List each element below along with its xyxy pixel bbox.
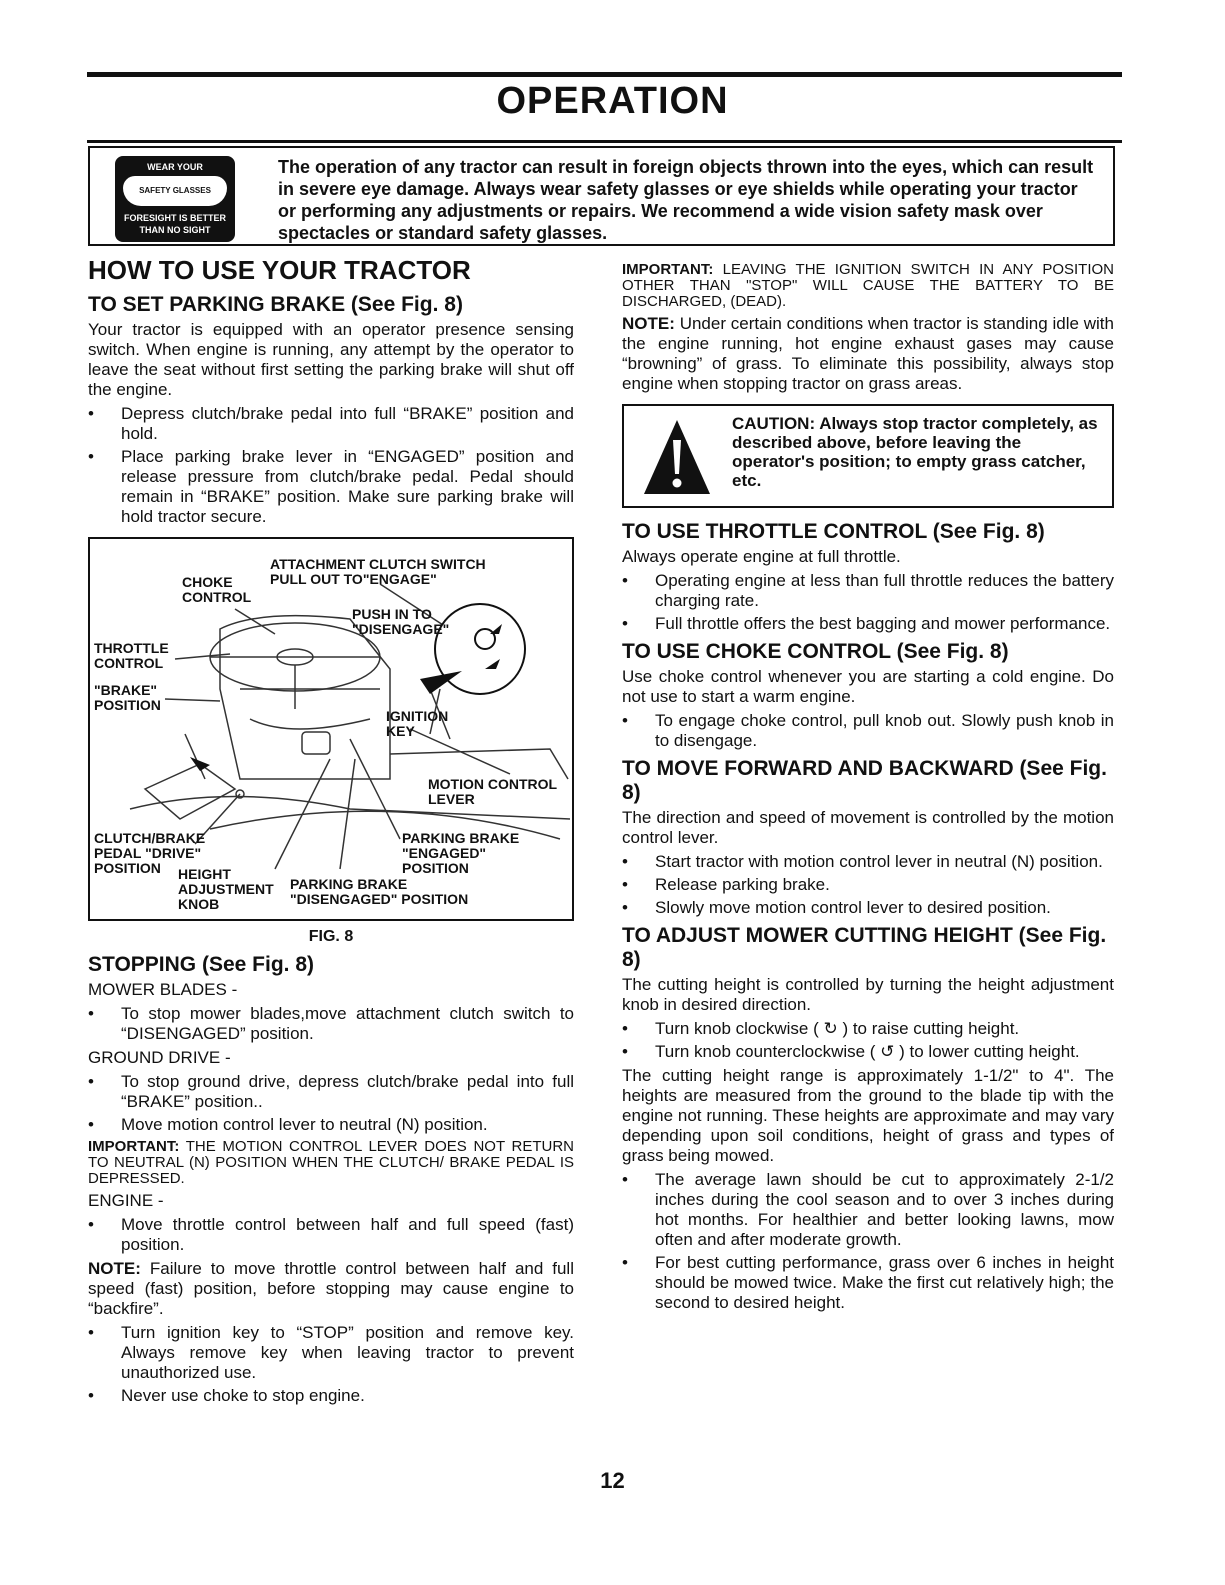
label-attachment-switch: ATTACHMENT CLUTCH SWITCH PULL OUT TO"ENGAGE" — [270, 556, 486, 587]
left-column — [88, 255, 574, 1410]
note-label: NOTE: — [622, 314, 675, 333]
move-title: TO MOVE FORWARD AND BACKWARD (See Fig. 8) — [622, 757, 1107, 804]
label-parking-disengaged: PARKING BRAKE "DISENGAGED" POSITION — [290, 876, 469, 907]
height-title: TO ADJUST MOWER CUTTING HEIGHT (See Fig. 8) — [622, 924, 1107, 971]
caution-box — [622, 404, 1114, 508]
label-ignition-key: IGNITION KEY — [386, 708, 449, 739]
list-item: • Move throttle control between half and full speed (fast) position. — [88, 1215, 574, 1255]
label-throttle: THROTTLE CONTROL — [94, 640, 169, 671]
icon-text-foresight-2: THAN NO SIGHT — [139, 225, 211, 235]
list-item: • To engage choke control, pull knob out. Slowly push knob in to disengage. — [622, 711, 1114, 751]
page-title: OPERATION — [496, 80, 729, 122]
choke-body: Use choke control whenever you are starting a cold engine. Do not use to start a warm engine. — [622, 667, 1114, 706]
important-note — [88, 1139, 574, 1187]
throttle-title: TO USE THROTTLE CONTROL (See Fig. 8) — [622, 520, 1045, 543]
note-text: Under certain conditions when tractor is standing idle with the engine running, hot engine exhaust gases may cause “browning” of grass. To eliminate this possibility, always stop engine when stopping tractor on grass areas. — [622, 314, 1114, 393]
mower-blades-label: MOWER BLADES - — [88, 980, 238, 999]
parking-brake-title: TO SET PARKING BRAKE (See Fig. 8) — [88, 293, 463, 316]
figure-caption: FIG. 8 — [308, 928, 354, 945]
list-item: • Release parking brake. — [622, 875, 1114, 895]
height-tips-list — [622, 1170, 1114, 1313]
engine-list — [88, 1215, 574, 1255]
ground-drive-label: GROUND DRIVE - — [88, 1048, 231, 1067]
title-rule — [87, 140, 1122, 143]
label-choke: CHOKE CONTROL — [182, 574, 252, 605]
choke-title: TO USE CHOKE CONTROL (See Fig. 8) — [622, 640, 1009, 663]
final-list — [88, 1323, 574, 1406]
eye-safety-warning — [88, 146, 1115, 246]
list-item: • Slowly move motion control lever to desired position. — [622, 898, 1114, 918]
list-item: • Never use choke to stop engine. — [88, 1386, 574, 1406]
safety-glasses-icon — [115, 156, 235, 242]
height-range-body: The cutting height range is approximately 1-1/2" to 4". The heights are measured from the ground to the blade tip with the engine not running. These heights are approximate and may vary depending upon soil conditions, height of grass and types of grass being mowed. — [622, 1066, 1114, 1165]
note-label: NOTE: — [88, 1259, 141, 1278]
choke-list — [622, 711, 1114, 751]
right-column — [622, 262, 1114, 1317]
top-rule — [87, 72, 1122, 77]
important-label: IMPORTANT: — [88, 1138, 180, 1155]
list-item: • Operating engine at less than full throttle reduces the battery charging rate. — [622, 571, 1114, 611]
icon-text-glasses: SAFETY GLASSES — [139, 186, 211, 195]
label-height-knob: HEIGHT ADJUSTMENT KNOB — [178, 866, 274, 912]
list-item: • To stop mower blades,move attachment clutch switch to “DISENGAGED” position. — [88, 1004, 574, 1044]
list-item: • Depress clutch/brake pedal into full “BRAKE” position and hold. — [88, 404, 574, 444]
label-brake-position: "BRAKE" POSITION — [94, 682, 161, 713]
important-ignition-note — [622, 262, 1114, 310]
important-text: LEAVING THE IGNITION SWITCH IN ANY POSITION OTHER THAN "STOP" WILL CAUSE THE BATTERY TO BE DISCHARGED, (DEAD). — [622, 261, 1114, 310]
parking-brake-body: Your tractor is equipped with an operator presence sensing switch. When engine is running, any attempt by the operator to leave the seat without first setting the parking brake will shut off the engine. — [88, 320, 574, 399]
height-body: The cutting height is controlled by turning the height adjustment knob in desired direction. — [622, 975, 1114, 1014]
move-body: The direction and speed of movement is controlled by the motion control lever. — [622, 808, 1114, 847]
list-item: • Turn knob counterclockwise ( ↺ ) to lower cutting height. — [622, 1042, 1114, 1062]
move-list — [622, 852, 1114, 918]
parking-brake-list — [88, 404, 574, 527]
list-item: • The average lawn should be cut to approximately 2-1/2 inches during the cool season and to over 3 inches during hot months. For healthier and better looking lawns, mow often and after moderate growth. — [622, 1170, 1114, 1250]
list-item: • Move motion control lever to neutral (N) position. — [88, 1115, 574, 1135]
warning-triangle-icon — [642, 418, 712, 496]
height-list — [622, 1019, 1114, 1062]
icon-text-foresight — [115, 212, 235, 236]
note — [88, 1259, 574, 1319]
label-clutch-brake: CLUTCH/BRAKE PEDAL "DRIVE" POSITION — [94, 830, 206, 876]
stopping-title: STOPPING (See Fig. 8) — [88, 953, 314, 976]
list-item: • For best cutting performance, grass over 6 inches in height should be mowed twice. Make the first cut relatively high; the second to desired height. — [622, 1253, 1114, 1313]
warning-text: The operation of any tractor can result in foreign objects thrown into the eyes, which can result in severe eye damage. Always wear safety glasses or eye shields while operating your tractor or performing any adjustments or repairs. We recommend a wide vision safety mask over spectacles or standard safety glasses. — [278, 157, 1094, 243]
label-motion-control: MOTION CONTROL LEVER — [428, 776, 558, 807]
browning-note — [622, 314, 1114, 394]
ground-drive-list — [88, 1072, 574, 1135]
label-parking-engaged: PARKING BRAKE "ENGAGED" POSITION — [402, 830, 520, 876]
figure-8 — [88, 537, 574, 921]
important-text: THE MOTION CONTROL LEVER DOES NOT RETURN TO NEUTRAL (N) POSITION WHEN THE CLUTCH/ BRAKE PEDAL IS DEPRESSED. — [88, 1138, 574, 1187]
list-item: • Place parking brake lever in “ENGAGED” position and release pressure from clutch/brake pedal. Pedal should remain in “BRAKE” position. Make sure parking brake will hold tractor secure. — [88, 447, 574, 527]
label-push-in: PUSH IN TO "DISENGAGE" — [352, 606, 450, 637]
throttle-list — [622, 571, 1114, 634]
engine-label: ENGINE - — [88, 1191, 164, 1210]
icon-text-foresight-1: FORESIGHT IS BETTER — [123, 213, 226, 223]
caution-text: CAUTION: Always stop tractor completely, as described above, before leaving the operator's position; to empty grass catcher, etc. — [732, 414, 1098, 490]
list-item: • To stop ground drive, depress clutch/brake pedal into full “BRAKE” position.. — [88, 1072, 574, 1112]
page-number: 12 — [600, 1468, 625, 1493]
list-item: • Turn ignition key to “STOP” position and remove key. Always remove key when leaving tractor to prevent unauthorized use. — [88, 1323, 574, 1383]
pedal — [145, 764, 235, 819]
icon-text-wear: WEAR YOUR — [147, 162, 203, 172]
section-heading: HOW TO USE YOUR TRACTOR — [88, 255, 471, 285]
list-item: • Full throttle offers the best bagging and mower performance. — [622, 614, 1114, 634]
note-text: Failure to move throttle control between half and full speed (fast) position, before stopping may cause engine to “backfire”. — [88, 1259, 574, 1318]
glasses-shape — [123, 176, 227, 206]
mower-blades-list — [88, 1004, 574, 1044]
important-label: IMPORTANT: — [622, 261, 714, 278]
list-item: • Start tractor with motion control lever in neutral (N) position. — [622, 852, 1114, 872]
throttle-body: Always operate engine at full throttle. — [622, 547, 901, 566]
list-item: • Turn knob clockwise ( ↻ ) to raise cutting height. — [622, 1019, 1114, 1039]
